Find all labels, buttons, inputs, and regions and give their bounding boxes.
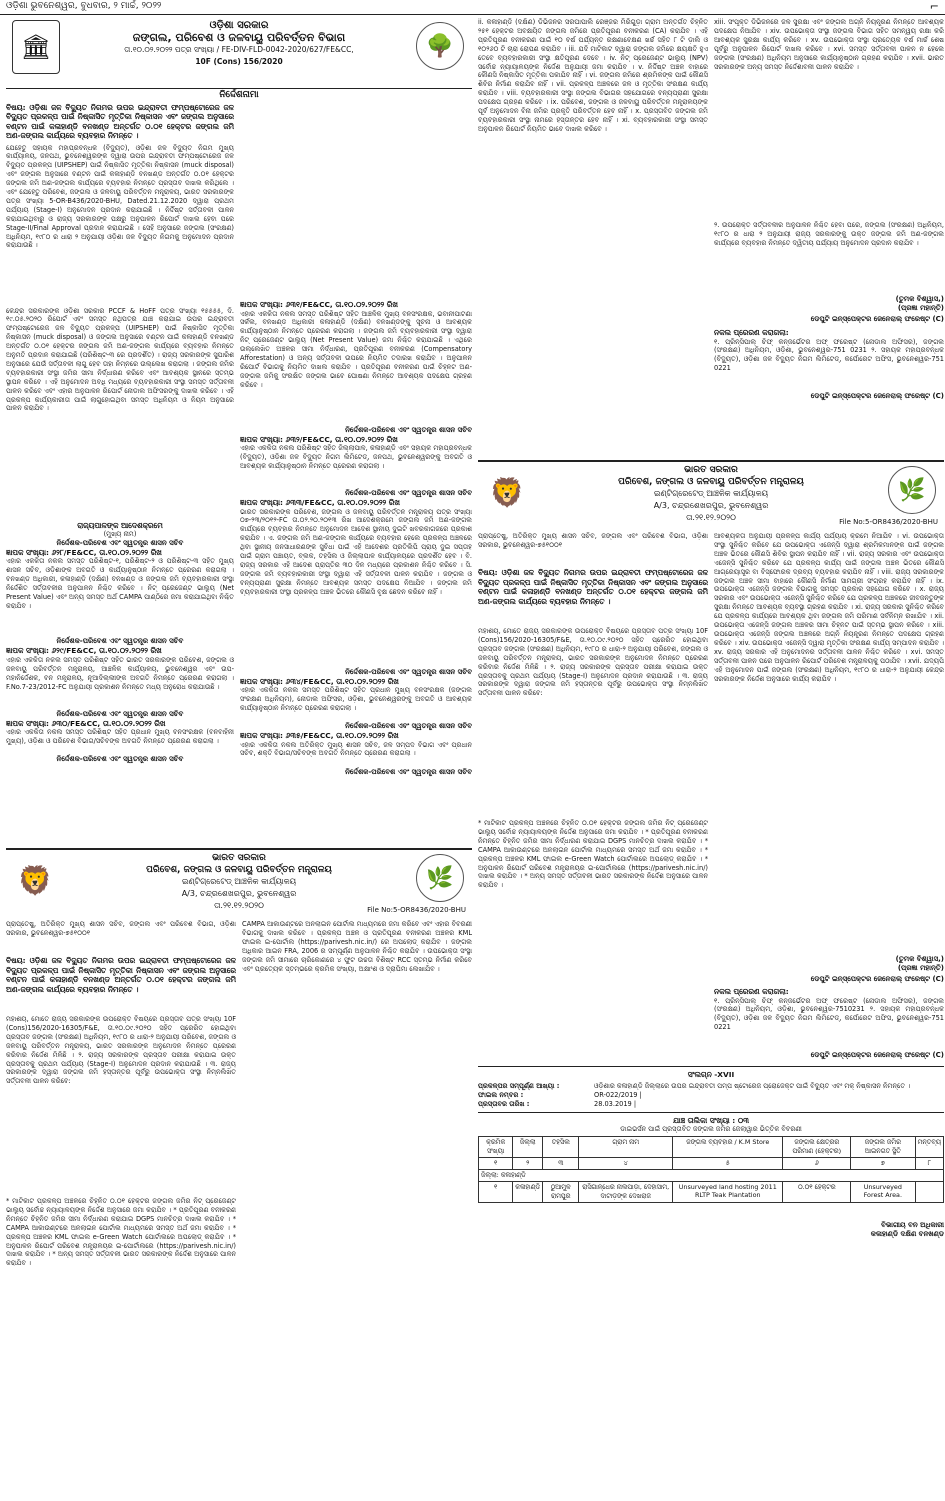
notice-body-1: ଯେହେତୁ ସହାୟକ ମହାପ୍ରବନ୍ଧକ (ବିଦ୍ୟୁତ), ଓଡ଼ିଶା ଜଳ ବିଦ୍ୟୁତ ନିଗମ ମୁଖ୍ୟ କାର୍ଯ୍ୟାଳୟ, ଜନପଥ, ଭୁବନେଶ୍ୱରଙ୍କ ଦ୍ୱାରା ଉପର ଇନ୍ଦ୍ରାବତୀ ଫମ୍ପଷ୍ଟୋରେଜ ଜଳ ବିଦ୍ୟୁତ ପ୍ରକଳ୍ପ (UIPSHEP) ପାଇଁ ନିଷ୍କାସିତ ମୃତ୍ତିକା ନିଷ୍କାସନ (muck disposal) ଏବଂ ଜଙ୍ଗଲ ଅନୁସାରେ ବଣ୍ଟନ ପାଇଁ କଳାହାଣ୍ଡି ବନଖଣ୍ଡ ଅନ୍ତର୍ଗତ ୦.୦୧ ହେକ୍ଟର ଜଙ୍ଗଲ ଜମି ଅଣ-ଜଙ୍ଗଲ କାର୍ଯ୍ୟରେ ବ୍ୟବହାର ନିମନ୍ତେ ପ୍ରସ୍ତାବ ଦାଖଲ କରିଥିଲେ । ଏବଂ ଯେହେତୁ ପରିବେଶ, ଜଙ୍ଗଲ ଓ ଜଳବାୟୁ ପରିବର୍ତ୍ତନ ମନ୍ତ୍ରାଳୟ, ଭାରତ ସରକାରଙ୍କ ପତ୍ର ସଂଖ୍ୟା 5-OR-B436/2020-BHU, Dated.21.12.2020 ଦ୍ୱାରା ପ୍ରଥମ ପର୍ଯ୍ୟାୟ (Stage-I) ଅନୁମୋଦନ ପ୍ରଦାନ କରାଯାଇଛି । ନିର୍ଦ୍ଦିଷ୍ଟ ସର୍ତ୍ତାବଳୀ ପାଳନ କରାଯାଇଥିବାରୁ ଓ ରାଜ୍ୟ ସରକାରଙ୍କ ପକ୍ଷରୁ ଅନୁପାଳନ ରିପୋର୍ଟ ଦାଖଲ ହେବା ପରେ Stage-II/Final Approval ପ୍ରଦାନ କରାଯାଇଛି । ସେହି ଅନୁସାରେ ଜଙ୍ଗଲ (ସଂରକ୍ଷଣ) ଅଧିନିୟମ, ୧୯୮୦ ର ଧାରା ୨ ଅନୁଯାୟୀ ଓଡ଼ିଶା ଜଳ ବିଦ୍ୟୁତ ନିଗମକୁ ଅନୁମୋଦନ ପ୍ରଦାନ କରାଯାଉଛି ।	[6, 143, 234, 250]
copy-to-heading: ନକଲ ପ୍ରେରଣ କରାଗଲା:	[714, 987, 789, 996]
ministry-name: ପରିବେଶ, ଜଙ୍ଗଲ ଓ ଜଳବାୟୁ ପରିବର୍ତ୍ତନ ମନ୍ତ୍ରାଳୟ	[146, 865, 332, 875]
ashoka-emblem-icon: 🦁	[17, 863, 53, 897]
page-header	[0, 0, 945, 15]
project-title-label: ପ୍ରକଳ୍ପର ସମ୍ପୂର୍ଣ୍ଣ ଆଖ୍ୟା :	[478, 1082, 560, 1090]
letter-date: ତା.୨୧.୧୨.୨୦୨୦	[214, 901, 264, 910]
dfo-signature-line2: କଳାହାଣ୍ଡି ଦକ୍ଷିଣ ବନଖଣ୍ଡ	[870, 1230, 944, 1239]
forest-dept-seal-icon: 🌳	[416, 22, 464, 70]
stage-two-para: ୨. ଉପରୋକ୍ତ ସର୍ତ୍ତାବଳୀର ଅନୁପାଳନ ନିଶ୍ଚିତ ହେବା ପରେ, ଜଙ୍ଗଲ (ସଂରକ୍ଷଣ) ଅଧିନିୟମ, ୧୯୮୦ ର ଧାରା ୨ ଅନୁଯାୟୀ ରାଜ୍ୟ ସରକାରଙ୍କୁ ଉକ୍ତ ଜଙ୍ଗଲ ଜମି ଅଣ-ଜଙ୍ଗଲ କାର୍ଯ୍ୟରେ ବ୍ୟବହାର ନିମନ୍ତେ ଦ୍ୱିତୀୟ ପର୍ଯ୍ୟାୟ ଅନୁମୋଦନ ପ୍ରଦାନ କରାଯିବ ।	[714, 221, 944, 247]
memo-3-body: ଏହାର ଏକକିତା ନକଲ ସମସ୍ତ ପରିଶିଷ୍ଟ ସହିତ ପ୍ରଧାନ ମୁଖ୍ୟ ବନସଂରକ୍ଷକ (ବନବାହିନୀ ମୁଖ୍ୟ), ଓଡ଼ିଶା ଓ ପରିବେଶ ବିଭାଗ/ସଚିବଙ୍କ ଅବଗତି ନିମନ୍ତେ ପ୍ରେରଣ କରାଗଲା ।	[6, 728, 234, 746]
table-header-row	[479, 1137, 944, 1158]
recipient-address: ପ୍ରାପ୍ତେଷୁ, ଅତିରିକ୍ତ ମୁଖ୍ୟ ଶାସନ ସଚିବ, ଜଙ୍ଗଲ ଏବଂ ପରିବେଶ ବିଭାଗ, ଓଡ଼ିଶା ସରକାର, ଭୁବନେଶ୍ୱର-୭୫୧୦୦୧	[6, 920, 236, 937]
table-cell: ୧	[479, 1182, 513, 1203]
moefcc-seal-icon: 🌿	[888, 466, 936, 514]
memo-2-number: ଜ୍ଞାପକ ସଂଖ୍ୟା: ୬୨୯/FE&CC, ତା.୧୦.୦୨.୨୦୨୨ ରିଖ	[6, 646, 162, 656]
checklist-title: ଯାଞ୍ଚ ତାଲିକା ସଂଖ୍ୟା : ୦୩	[672, 1115, 749, 1125]
goi-line: ଭାରତ ସରକାର	[684, 465, 738, 475]
odisha-emblem-icon: 🏛	[12, 20, 60, 74]
table-header-cell: ଗ୍ରାମ ନାମ	[579, 1137, 673, 1158]
goi-line: ଭାରତ ସରକାର	[212, 853, 266, 863]
memo-8-body: ଏହାର ଏକକିତା ନକଲ ଅତିରିକ୍ତ ମୁଖ୍ୟ ଶାସନ ସଚିବ, ଜଳ ସମ୍ପଦ ବିଭାଗ ଏବଂ ପ୍ରଧାନ ସଚିବ, ଶକ୍ତି ବିଭାଗ/ସଚିବଙ୍କ ଅବଗତି ନିମନ୍ତେ ପ୍ରେରଣ କରାଗଲା ।	[240, 740, 472, 758]
table-cell: Unsurveyed land hosting 2011 RLTP Teak Plantation	[673, 1182, 783, 1203]
copy-to-heading: ନକଲ ପ୍ରେରଣ କରାଗଲା:	[714, 328, 789, 337]
memo-7-number: ଜ୍ଞାପକ ସଂଖ୍ୟା: ୬୩୪/FE&CC, ତା.୧୦.୦୨.୨୦୨୨ ରିଖ	[240, 676, 399, 686]
office-address: A/3, ଚନ୍ଦ୍ରଶେଖରପୁର, ଭୁବନେଶ୍ୱର	[181, 889, 297, 898]
memo-1-body: ଏହାର ଏକକିତା ନକଲ ସମସ୍ତ ପରିଶିଷ୍ଟ-୧, ପରିଶିଷ୍ଟ-୨ ଓ ପରିଶିଷ୍ଟ-୩ ସହିତ ମୁଖ୍ୟ ଶାସନ ସଚିବ, ଓଡ଼ିଶାଙ୍କ ଅବଗତି ଓ କାର୍ଯ୍ୟାନୁଷ୍ଠାନ ନିମନ୍ତେ ପ୍ରେରଣ କରାଗଲା । ବନଖଣ୍ଡ ଅଧିକାରୀ, କଳାହାଣ୍ଡି (ଦକ୍ଷିଣ) ବନଖଣ୍ଡ ଓ ଜଙ୍ଗଲ ଜମି ବ୍ୟବହାରକାରୀ ସଂସ୍ଥା ନିର୍ଦ୍ଦେଶିତ ସର୍ତ୍ତାବଳୀର ଅନୁପାଳନ ନିଶ୍ଚିତ କରିବେ । ନିଟ୍ ପ୍ରେଜେଣ୍ଟ ଭାଲ୍ୟୁ (Net Present Value) ଏବଂ ଅନ୍ୟ ସମସ୍ତ ଅର୍ଥ CAMPA ପାଣ୍ଠିରେ ଜମା କରାଯାଇଥିବା ନିଶ୍ଚିତ କରାଯିବ ।	[6, 557, 234, 610]
signer-greeting: (ତୁମକ ବିଶ୍ୱାସ,)	[895, 955, 944, 963]
memo-6-body: ଭାରତ ସରକାରଙ୍କ ପରିବେଶ, ଜଙ୍ଗଲ ଓ ଜଳବାୟୁ ପରିବର୍ତ୍ତନ ମନ୍ତ୍ରାଳୟ ପତ୍ର ସଂଖ୍ୟା ୦୭-୨୩/୨୦୧୨-FC ତା.୦୨.୨୦.୨୦୧୩ ରିଖ ଆଦେଶକ୍ରମେ ଜଙ୍ଗଲ ଜମି ଅଣ-ଜଙ୍ଗଲ କାର୍ଯ୍ୟରେ ବ୍ୟବହାର ନିମନ୍ତେ ଅନୁମୋଦନ ଆଦେଶ ସ୍ଥାନୀୟ ଦୁଇଟି ଖବରକାଗଜରେ ପ୍ରକାଶ କରାଯିବ । ଏ. ଜଙ୍ଗଲ ଜମି ଅଣ-ଜଙ୍ଗଲ କାର୍ଯ୍ୟରେ ବ୍ୟବହାର ହେଲେ ପ୍ରକଳ୍ପ ଅଞ୍ଚଳରେ ଥିବା ସ୍ଥାନୀୟ ଜନସାଧାରଣଙ୍କ ସୁବିଧା ପାଇଁ ଏହି ଆଦେଶର ପ୍ରତିଲିପି ପ୍ରାୟ ଦୁଇ ସପ୍ତାହ ପାଇଁ ଗ୍ରାମ ପଞ୍ଚାୟତ, ବ୍ଲକ, ତହସିଲ ଓ ଜିଲ୍ଲାପାଳ କାର୍ଯ୍ୟାଳୟରେ ପ୍ରଦର୍ଶିତ ହେବ । ବି. ରାଜ୍ୟ ସରକାର ଏହି ଆଦେଶ ପ୍ରାପ୍ତିର ୩୦ ଦିନ ମଧ୍ୟରେ ପ୍ରକାଶନ ନିଶ୍ଚିତ କରିବେ । ସି. ଜଙ୍ଗଲ ଜମି ବ୍ୟବହାରକାରୀ ସଂସ୍ଥା ଦ୍ୱାରା ଏହି ସର୍ତ୍ତାବଳୀ ପାଳନ କରାଯିବ । ଜଙ୍ଗଲ ଓ ବନ୍ୟପ୍ରାଣୀ ସୁରକ୍ଷା ନିମନ୍ତେ ଆବଶ୍ୟକ ସମସ୍ତ ପଦକ୍ଷେପ ନିଆଯିବ । ଜଙ୍ଗଲ ଜମି ବ୍ୟବହାରକାରୀ ସଂସ୍ଥା ପ୍ରକଳ୍ପ ଅଞ୍ଚଳ ଭିତରେ କୌଣସି ବୃକ୍ଷ ଛେଦନ କରିବେ ନାହିଁ ।	[240, 507, 472, 596]
table-cell: ରାସିଗାନ୍ଧେର ନାଲପାଡ଼ା, ଦେହାସାମ, ଦାଟାଡ଼ଙ୍କ ଦେଖରାଜ	[579, 1182, 673, 1203]
memo-2-body: ଏହାର ଏକକିତା ନକଲ ସମସ୍ତ ପରିଶିଷ୍ଟ ସହିତ ଭାରତ ସରକାରଙ୍କ ପରିବେଶ, ଜଙ୍ଗଲ ଓ ଜଳବାୟୁ ପରିବର୍ତ୍ତନ ମନ୍ତ୍ରାଳୟ, ଆଞ୍ଚଳିକ କାର୍ଯ୍ୟାଳୟ, ଭୁବନେଶ୍ୱର ଏବଂ ଉପ-ମହାନିର୍ଦ୍ଦେଶକ, ବନ ମନ୍ତ୍ରାଳୟ, ନୂଆଦିଲ୍ଲୀଙ୍କ ଅବଗତି ନିମନ୍ତେ ପ୍ରେରଣ କରାଗଲା । F.No.7-23/2012-FC ଅନୁଯାୟୀ ପ୍ରକାଶନ ନିମନ୍ତେ ମଧ୍ୟ ଅନୁରୋଧ କରାଯାଉଛି ।	[6, 655, 234, 691]
notice-body-2: କେନ୍ଦ୍ର ସରକାରଙ୍କ ଓଡ଼ିଶା ସରକାର PCCF & HoFF ପତ୍ର ସଂଖ୍ୟା ୧୫୫୫୫, ଦି. ୧୯.୦୫.୨୦୨୦ ରିପୋର୍ଟ ଏବଂ ସମସ୍ତ ନଥିପତ୍ର ଯାଞ୍ଚ କରାଯାଇ ଉପର ଇନ୍ଦ୍ରାବତୀ ଫମ୍ପଷ୍ଟୋରେଜ ଜଳ ବିଦ୍ୟୁତ ପ୍ରକଳ୍ପ (UIPSHEP) ପାଇଁ ନିଷ୍କାସିତ ମୃତ୍ତିକା ନିଷ୍କାସନ (muck disposal) ଓ ଜଙ୍ଗଲ ଅନୁସାରେ ବଣ୍ଟନ ପାଇଁ କଳାହାଣ୍ଡି ବନଖଣ୍ଡ ଅନ୍ତର୍ଗତ ୦.୦୧ ହେକ୍ଟର ଜଙ୍ଗଲ ଜମି ଅଣ-ଜଙ୍ଗଲ କାର୍ଯ୍ୟରେ ବ୍ୟବହାର ନିମନ୍ତେ ଅନୁମତି ପ୍ରଦାନ କରାଯାଇଛି (ପରିଶିଷ୍ଟ-୩ ରେ ପ୍ରଦର୍ଶିତ) । ରାଜ୍ୟ ସରକାରଙ୍କ ସୁପାରିଶ ଅନୁସାରେ ଯେଉଁ ସର୍ତ୍ତାବଳୀ ଲାଗୁ ହେବ ତାହା ନିମ୍ନରେ ଉଲ୍ଲେଖ କରାଗଲା । ଜଙ୍ଗଲ ଜମିର ବ୍ୟବହାରକାରୀ ସଂସ୍ଥା ଜମିର ସୀମା ନିର୍ଦ୍ଧାରଣ କରିବେ ଏବଂ ଆବଶ୍ୟକ ସ୍ଥାନରେ ସ୍ତମ୍ଭ ସ୍ଥାପନ କରିବେ । ଏହି ଅନୁମୋଦନ ଅବଧି ମଧ୍ୟରେ ବ୍ୟବହାରକାରୀ ସଂସ୍ଥା ସମସ୍ତ ସର୍ତ୍ତାବଳୀ ପାଳନ କରିବେ ଏବଂ ଏହାର ଅନୁପାଳନ ରିପୋର୍ଟ ନୋଡାଲ ଅଫିସରଙ୍କୁ ଦାଖଲ କରିବେ । ଏହି ପ୍ରକଳ୍ପ କାର୍ଯ୍ୟକାରୀତା ପାଇଁ ଲାଗୁହୋଇଥିବା ସମସ୍ତ ଅଧିନିୟମ ଓ ନିୟମ ଅନୁସାରେ ପାଳନ କରାଯିବ ।	[6, 306, 234, 413]
state-gov-line: ଓଡ଼ିଶା ସରକାର	[209, 20, 269, 31]
signatory-2: ନିର୍ଦ୍ଦେଶକ-ପରିବେଶ ଏବଂ ସ୍ୱତନ୍ତ୍ର ଶାସନ ସଚିବ	[56, 637, 184, 646]
table-section-row	[479, 1170, 944, 1182]
file-value: OR-022/2019 |	[594, 1090, 642, 1099]
moefcc-seal-icon: 🌿	[416, 854, 464, 902]
signatory-7: ନିର୍ଦ୍ଦେଶକ-ପରିବେଶ ଏବଂ ସ୍ୱତନ୍ତ୍ର ଶାସନ ସଚିବ	[345, 667, 472, 676]
memos-block	[240, 300, 472, 840]
file-line: 10F (Cons) 156/2020	[195, 57, 283, 66]
governor-order-name: (ମୁଖ୍ୟ ନାମ)	[103, 530, 137, 538]
signer-name: (ପ୍ରଜ୍ଞା ମହାନ୍ତି)	[897, 964, 944, 972]
page-header-corner: ⌐	[929, 0, 939, 13]
goi-right-body: ଆବଶ୍ୟକତା ଅନୁଯାୟୀ ପ୍ରକଳ୍ପ କାର୍ଯ୍ୟ ପର୍ଯ୍ୟାୟ କ୍ରମେ ନିଆଯିବ । vi. ଉପଭୋକ୍ତା ସଂସ୍ଥା ସୁନିଶ୍ଚିତ କରିବେ ଯେ ଉପଭୋକ୍ତା ଏଜେନ୍ସି ଦ୍ୱାରା ଶ୍ରମିକମାନଙ୍କ ପାଇଁ ଜଙ୍ଗଲ ଅଞ୍ଚଳ ଭିତରେ କୌଣସି ଶିବିର ସ୍ଥାପନ କରାଯିବ ନାହିଁ । vii. ରାଜ୍ୟ ସରକାର ଏବଂ ଉପଭୋକ୍ତା ଏଜେନ୍ସି ସୁନିଶ୍ଚିତ କରିବେ ଯେ ପ୍ରକଳ୍ପ କାର୍ଯ୍ୟ ପାଇଁ ଜଙ୍ଗଲ ଅଞ୍ଚଳ ଭିତରେ କୌଣସି ଆଗ୍ରେୟାସ୍ତ୍ର ବା ବିସ୍ଫୋରକ ଦ୍ରବ୍ୟ ବ୍ୟବହାର କରାଯିବ ନାହିଁ । viii. ରାଜ୍ୟ ସରକାରଙ୍କ ଜଙ୍ଗଲ ଅଞ୍ଚଳ ସୀମା ବାହାରେ କୌଣସି ନିର୍ମାଣ ସାମଗ୍ରୀ ସଂଗ୍ରହ କରାଯିବ ନାହିଁ । ix. ଉପଭୋକ୍ତା ଏଜେନ୍ସି ଜଙ୍ଗଲ ବିଭାଗକୁ ସମସ୍ତ ପ୍ରକାର ସହଯୋଗ କରିବେ । x. ରାଜ୍ୟ ସରକାର ଏବଂ ଉପଭୋକ୍ତା ଏଜେନ୍ସି ସୁନିଶ୍ଚିତ କରିବେ ଯେ ପ୍ରକଳ୍ପ ଅଞ୍ଚଳରେ ଜୀବଜନ୍ତୁଙ୍କ ସୁରକ୍ଷା ନିମନ୍ତେ ଆବଶ୍ୟକ ବ୍ୟବସ୍ଥା ଗ୍ରହଣ କରାଯିବ । xi. ରାଜ୍ୟ ସରକାର ସୁନିଶ୍ଚିତ କରିବେ ଯେ ପ୍ରକଳ୍ପ କାର୍ଯ୍ୟରେ ଆବଶ୍ୟକ ଥିବା ଜଙ୍ଗଲ ଜମି ପରିମାଣ ସର୍ବନିମ୍ନ ରଖାଯିବ । xii. ଉପଭୋକ୍ତା ଏଜେନ୍ସି ଜଙ୍ଗଲ ଅଞ୍ଚଳର ସୀମା ଚିହ୍ନଟ ପାଇଁ ସ୍ତମ୍ଭ ସ୍ଥାପନ କରିବେ । xiii. ଉପଭୋକ୍ତା ଏଜେନ୍ସି ଜଙ୍ଗଲ ଅଞ୍ଚଳରେ ଅଗ୍ନି ନିୟନ୍ତ୍ରଣ ନିମନ୍ତେ ପଦକ୍ଷେପ ଗ୍ରହଣ କରିବେ । xiv. ଉପଭୋକ୍ତା ଏଜେନ୍ସି ଦ୍ୱାରା ମୃତ୍ତିକା ସଂରକ୍ଷଣ କାର୍ଯ୍ୟ ସମ୍ପାଦନ କରାଯିବ । xv. ରାଜ୍ୟ ସରକାର ଏହି ଅନୁମୋଦନର ସର୍ତ୍ତାବଳୀ ପାଳନ ନିଶ୍ଚିତ କରିବେ । xvi. ସମସ୍ତ ସର୍ତ୍ତାବଳୀ ପାଳନ ପରେ ଅନୁପାଳନ ରିପୋର୍ଟ ପରିବେଶ ମନ୍ତ୍ରାଳୟକୁ ପଠାଯିବ । xvii. ଯଦ୍ୟପି ଏହି ଅନୁମୋଦନ ପାଇଁ ଜଙ୍ଗଲ (ସଂରକ୍ଷଣ) ଅଧିନିୟମ, ୧୯୮୦ ର ଧାରା-୨ ଅନୁଯାୟୀ କେନ୍ଦ୍ର ସରକାରଙ୍କ ନିର୍ଦ୍ଦେଶ ଅନୁସାରେ କାର୍ଯ୍ୟ କରାଯିବ ।	[714, 532, 944, 683]
file-number-row	[478, 1091, 944, 1100]
table-header-cell: ଜିଲ୍ଲା	[513, 1137, 543, 1158]
table-cell: ୦.୦୧ ହେକ୍ଟର	[783, 1182, 851, 1203]
memo-6-number: ଜ୍ଞାପକ ସଂଖ୍ୟା: ୬୩୩/FE&CC, ତା.୧୦.୦୨.୨୦୨୨ ରିଖ	[240, 498, 400, 507]
goi-subject: ବିଷୟ: ଓଡ଼ିଶା ଜଳ ବିଦ୍ୟୁତ ନିଗମର ଉପର ଇନ୍ଦ୍ରାବତୀ ଫମ୍ପଷ୍ଟୋରେଜ ଜଳ ବିଦ୍ୟୁତ ପ୍ରକଳ୍ପ ପାଇଁ ନିଷ୍କାସିତ ମୃତ୍ତିକା ନିଷ୍କାସନ ଏବଂ ଜଙ୍ଗଲ ଅନୁସାରେ ବଣ୍ଟନ ପାଇଁ କଳାହାଣ୍ଡି ବନଖଣ୍ଡ ଅନ୍ତର୍ଗତ ୦.୦୧ ହେକ୍ଟର ଜଙ୍ଗଲ ଜମି ଅଣ-ଜଙ୍ଗଲ କାର୍ଯ୍ୟରେ ବ୍ୟବହାର ନିମନ୍ତେ ।	[478, 568, 708, 606]
memo-5-number: ଜ୍ଞାପକ ସଂଖ୍ୟା: ୬୩୨/FE&CC, ତା.୧୦.୦୨.୨୦୨୨ ରିଖ	[240, 434, 398, 444]
table-cell: ୫	[673, 1158, 783, 1170]
table-cell: ୨	[513, 1158, 543, 1170]
table-cell: ଠୁଆମୁଳ ରାମପୁର	[543, 1182, 579, 1203]
table-cell: ୩	[543, 1158, 579, 1170]
table-cell: କଳାହାଣ୍ଡି	[513, 1182, 543, 1203]
office-name: ଇଣ୍ଟିଗ୍ରେଟେଡ୍ ଆଞ୍ଚଳିକ କାର୍ଯ୍ୟାଳୟ	[181, 877, 297, 886]
date-value: 28.03.2019 |	[594, 1099, 637, 1108]
memo-4-number: ଜ୍ଞାପକ ସଂଖ୍ୟା: ୬୩୧/FE&CC, ତା.୧୦.୦୨.୨୦୨୨ ରିଖ	[240, 300, 398, 309]
table-header-cell: ଜଙ୍ଗଲ ବ୍ୟବହାର / K.M Store	[673, 1137, 783, 1158]
memo-8-number: ଜ୍ଞାପକ ସଂଖ୍ୟା: ୬୩୫/FE&CC, ତା.୧୦.୦୨.୨୦୨୨ ରିଖ	[240, 731, 399, 740]
signatory-9: ନିର୍ଦ୍ଦେଶକ-ପରିବେଶ ଏବଂ ସ୍ୱତନ୍ତ୍ର ଶାସନ ସଚିବ	[345, 767, 472, 776]
state-notice-header	[6, 18, 472, 88]
table-header-cell: ମନ୍ତବ୍ୟ	[915, 1137, 943, 1158]
file-label: ଫାଇଲ ନମ୍ବର :	[478, 1090, 524, 1099]
recipient-address: ପ୍ରାପ୍ତେଷୁ, ଅତିରିକ୍ତ ମୁଖ୍ୟ ଶାସନ ସଚିବ, ଜଙ୍ଗଲ ଏବଂ ପରିବେଶ ବିଭାଗ, ଓଡ଼ିଶା ସରକାର, ଭୁବନେଶ୍ୱର-୭୫୧୦୦୧	[478, 532, 708, 549]
table-header-cell: ତହସିଲ	[543, 1137, 579, 1158]
file-number: File No:5-OR8436/2020-BHU	[839, 518, 938, 526]
signer-post: ଡେପୁଟି ଇନ୍‌ସ୍ପେକ୍ଟର ଜେନେରାଲ୍ ଫରେଷ୍ଟ (C)	[810, 975, 944, 983]
signer-name: (ପ୍ରଜ୍ଞା ମହାନ୍ତି)	[897, 304, 944, 312]
conditions-list-right: xiii. ସଂପୃକ୍ତ ଡିଭିଜନରେ ଜଳ ସୁରକ୍ଷା ଏବଂ ଜଙ୍ଗଲ ଅଗ୍ନି ନିୟନ୍ତ୍ରଣ ନିମନ୍ତେ ଆବଶ୍ୟକ ପଦକ୍ଷେପ ନିଆଯିବ । xiv. ଉପଭୋକ୍ତା ସଂସ୍ଥା ଜଙ୍ଗଲ ବିଭାଗ ସହିତ ସମନ୍ୱୟ ରକ୍ଷା କରି ଆବଶ୍ୟକ ସୁରକ୍ଷା କାର୍ଯ୍ୟ କରିବେ । xv. ଉପଭୋକ୍ତା ସଂସ୍ଥା ପ୍ରତ୍ୟେକ ବର୍ଷ ମାର୍ଚ୍ଚ ଶେଷ ପୂର୍ବରୁ ଅନୁପାଳନ ରିପୋର୍ଟ ଦାଖଲ କରିବେ । xvi. ସମସ୍ତ ସର୍ତ୍ତାବଳୀ ପାଳନ ନ ହେଲେ ଜଙ୍ଗଲ (ସଂରକ୍ଷଣ) ଅଧିନିୟମ ଅନୁସାରେ କାର୍ଯ୍ୟାନୁଷ୍ଠାନ ଗ୍ରହଣ କରାଯିବ । xvii. ଭାରତ ସରକାରଙ୍କ ଅନ୍ୟ ସମସ୍ତ ନିର୍ଦ୍ଦେଶାବଳୀ ପାଳନ କରାଯିବ ।	[714, 18, 944, 71]
goi-letter-right	[478, 460, 944, 1500]
signatory-6: ନିର୍ଦ୍ଦେଶକ-ପରିବେଶ ଏବଂ ସ୍ୱତନ୍ତ୍ର ଶାସନ ସଚିବ	[345, 489, 472, 497]
goi-conditions: * ମାଟିକାଟ ପ୍ରକଳ୍ପ ଅଞ୍ଚଳରେ ଚିହ୍ନିତ ୦.୦୧ ହେକ୍ଟର ଜଙ୍ଗଲ ଜମିର ନିଟ୍ ପ୍ରେଜେଣ୍ଟ ଭାଲ୍ୟୁ ସର୍ବୋଚ୍ଚ ନ୍ୟାୟାଳୟଙ୍କ ନିର୍ଦ୍ଦେଶ ଅନୁସାରେ ଜମା କରାଯିବ । * ପ୍ରତିପୂରଣ ବନୀକରଣ ନିମନ୍ତେ ଚିହ୍ନିତ ଜମିର ସୀମା ନିର୍ଦ୍ଧାରଣ କରାଯାଇ DGPS ମାନଚିତ୍ର ଦାଖଲ କରାଯିବ । * CAMPA ଆକାଉଣ୍ଟରେ ଅନଲାଇନ ପୋର୍ଟାଲ ମାଧ୍ୟମରେ ସମସ୍ତ ଅର୍ଥ ଜମା କରାଯିବ । * ପ୍ରକଳ୍ପ ଅଞ୍ଚଳର KML ଫାଇଲ e-Green Watch ପୋର୍ଟାଲରେ ଅପଲୋଡ୍ କରାଯିବ । * ଅନୁପାଳନ ରିପୋର୍ଟ ପରିବେଶ ମନ୍ତ୍ରାଳୟର ଇ-ପୋର୍ଟାଲରେ (https://parivesh.nic.in/) ଦାଖଲ କରାଯିବ । * ଅନ୍ୟ ସମସ୍ତ ସର୍ତ୍ତାବଳୀ ଭାରତ ସରକାରଙ୍କ ନିର୍ଦ୍ଦେଶ ଅନୁସାରେ ପାଳନ କରାଯିବ ।	[478, 819, 708, 890]
notice-subject: ବିଷୟ: ଓଡ଼ିଶା ଜଳ ବିଦ୍ୟୁତ ନିଗମର ଉପର ଇନ୍ଦ୍ରାବତୀ ଫମ୍ପଷ୍ଟୋରେଜ ଜଳ ବିଦ୍ୟୁତ ପ୍ରକଳ୍ପ ପାଇଁ ନିଷ୍କାସିତ ମୃତ୍ତିକା ନିଷ୍କାସନ ଏବଂ ଜଙ୍ଗଲ ଅନୁସାରେ ବଣ୍ଟନ ପାଇଁ କଳାହାଣ୍ଡି ବନଖଣ୍ଡ ଅନ୍ତର୍ଗତ ୦.୦୧ ହେକ୍ଟର ଜଙ୍ଗଲ ଜମି ଅଣ-ଜଙ୍ଗଲ କାର୍ଯ୍ୟରେ ବ୍ୟବହାର ନିମନ୍ତେ ।	[6, 102, 234, 140]
project-title-value: ଓଡ଼ିଶାର କଳାହାଣ୍ଡି ଜିଲ୍ଲାରେ ଉପର ଇନ୍ଦ୍ରାବତୀ ପମ୍ପ ଷ୍ଟୋରେଜ ପ୍ରୋଜେକ୍ଟ ପାଇଁ ବିଦ୍ୟୁତ ଏବଂ ମକ୍ ନିଷ୍କାସନ ନିମନ୍ତେ ।	[594, 1082, 911, 1090]
checklist-subtitle: ଡାଇଭର୍ସନ ପାଇଁ ପ୍ରସ୍ତାବିତ ଜଙ୍ଗଲ ଜମିର ଜେଲାୱାର ଭିତ୍ତିକ ବିବରଣୀ	[620, 1125, 802, 1134]
memo-3-number: ଜ୍ଞାପକ ସଂଖ୍ୟା: ୬୩୦/FE&CC, ତା.୧୦.୦୨.୨୦୨୨ ରିଖ	[6, 718, 166, 728]
table-cell: Unsurveyed Forest Area.	[851, 1182, 916, 1203]
signatory-1: ନିର୍ଦ୍ଦେଶକ-ପରିବେଶ ଏବଂ ସ୍ୱତନ୍ତ୍ର ଶାସନ ସଚିବ	[56, 538, 184, 547]
table-header-cell: ଜଙ୍ଗଲ ଜମିର ଆଇନଗତ ସ୍ଥିତି	[851, 1137, 916, 1158]
signer-greeting: (ତୁମକ ବିଶ୍ୱାସ,)	[895, 295, 944, 303]
table-cell	[915, 1182, 943, 1203]
annexure-title: ସଂଲଗ୍ନ -XVII	[687, 1069, 735, 1079]
project-title-row	[478, 1082, 944, 1091]
ashoka-emblem-icon: 🦁	[489, 475, 525, 509]
signatory-5: ନିର୍ଦ୍ଦେଶକ-ପରିବେଶ ଏବଂ ସ୍ୱତନ୍ତ୍ର ଶାସନ ସଚିବ	[345, 425, 472, 434]
table-number-row	[479, 1158, 944, 1170]
table-cell: ୭	[851, 1158, 916, 1170]
goi-subject: ବିଷୟ: ଓଡ଼ିଶା ଜଳ ବିଦ୍ୟୁତ ନିଗମର ଉପର ଇନ୍ଦ୍ରାବତୀ ଫମ୍ପଷ୍ଟୋରେଜ ଜଳ ବିଦ୍ୟୁତ ପ୍ରକଳ୍ପ ପାଇଁ ନିଷ୍କାସିତ ମୃତ୍ତିକା ନିଷ୍କାସନ ଏବଂ ଜଙ୍ଗଲ ଅନୁସାରେ ବଣ୍ଟନ ପାଇଁ କଳାହାଣ୍ଡି ବନଖଣ୍ଡ ଅନ୍ତର୍ଗତ ୦.୦୧ ହେକ୍ଟର ଜଙ୍ଗଲ ଜମି ଅଣ-ଜଙ୍ଗଲ କାର୍ଯ୍ୟରେ ବ୍ୟବହାର ନିମନ୍ତେ ।	[6, 956, 236, 994]
office-name: ଇଣ୍ଟିଗ୍ରେଟେଡ୍ ଆଞ୍ଚଳିକ କାର୍ଯ୍ୟାଳୟ	[653, 489, 769, 498]
table-row	[479, 1182, 944, 1203]
page-header-dateline: ଓଡ଼ିଶା ଭୁବନେଶ୍ୱର, ବୁଧବାର, ୨ ମାର୍ଚ୍ଚ, ୨୦୨୨	[6, 1, 162, 11]
copy-signer: ଡେପୁଟି ଇନ୍‌ସ୍ପେକ୍ଟର ଜେନେରାଲ୍ ଫରେଷ୍ଟ (C)	[810, 391, 944, 400]
goi-conditions: * ମାଟିକାଟ ପ୍ରକଳ୍ପ ଅଞ୍ଚଳରେ ଚିହ୍ନିତ ୦.୦୧ ହେକ୍ଟର ଜଙ୍ଗଲ ଜମିର ନିଟ୍ ପ୍ରେଜେଣ୍ଟ ଭାଲ୍ୟୁ ସର୍ବୋଚ୍ଚ ନ୍ୟାୟାଳୟଙ୍କ ନିର୍ଦ୍ଦେଶ ଅନୁସାରେ ଜମା କରାଯିବ । * ପ୍ରତିପୂରଣ ବନୀକରଣ ନିମନ୍ତେ ଚିହ୍ନିତ ଜମିର ସୀମା ନିର୍ଦ୍ଧାରଣ କରାଯାଇ DGPS ମାନଚିତ୍ର ଦାଖଲ କରାଯିବ । * CAMPA ଆକାଉଣ୍ଟରେ ଅନଲାଇନ ପୋର୍ଟାଲ ମାଧ୍ୟମରେ ସମସ୍ତ ଅର୍ଥ ଜମା କରାଯିବ । * ପ୍ରକଳ୍ପ ଅଞ୍ଚଳର KML ଫାଇଲ e-Green Watch ପୋର୍ଟାଲରେ ଅପଲୋଡ୍ କରାଯିବ । * ଅନୁପାଳନ ରିପୋର୍ଟ ପରିବେଶ ମନ୍ତ୍ରାଳୟର ଇ-ପୋର୍ଟାଲରେ (https://parivesh.nic.in/) ଦାଖଲ କରାଯିବ । * ଅନ୍ୟ ସମସ୍ତ ସର୍ତ୍ତାବଳୀ ଭାରତ ସରକାରଙ୍କ ନିର୍ଦ୍ଦେଶ ଅନୁସାରେ ପାଳନ କରାଯିବ ।	[6, 1197, 236, 1268]
table-cell: ୪	[579, 1158, 673, 1170]
copy-signer: ଡେପୁଟି ଇନ୍‌ସ୍ପେକ୍ଟର ଜେନେରାଲ୍ ଫରେଷ୍ଟ (C)	[810, 1050, 944, 1059]
table-section-label: ଜିଲ୍ଲା: କଳାହାଣ୍ଡି	[479, 1170, 944, 1182]
goi-letter-header	[6, 850, 472, 916]
table-cell: ୧	[479, 1158, 513, 1170]
goi-body: ମହାଶୟ, ମୋତେ ରାଜ୍ୟ ସରକାରଙ୍କ ଉପରୋକ୍ତ ବିଷୟରେ ପ୍ରସ୍ତାବ ପତ୍ର ସଂଖ୍ୟା 10F (Cons)156/2020-16305/F&E, ତା.୧୦.୦୯.୨୦୨୦ ସହିତ ପ୍ରେରିତ ହୋଇଥିବା ପ୍ରସ୍ତାବ ଜଙ୍ଗଲ (ସଂରକ୍ଷଣ) ଅଧିନିୟମ, ୧୯୮୦ ର ଧାରା-୨ ଅନୁଯାୟୀ ପରିବେଶ, ଜଙ୍ଗଲ ଓ ଜଳବାୟୁ ପରିବର୍ତ୍ତନ ମନ୍ତ୍ରାଳୟ, ଭାରତ ସରକାରଙ୍କ ଅନୁମୋଦନ ନିମନ୍ତେ ପ୍ରେରଣ କରିବାର ନିର୍ଦ୍ଦେଶ ମିଳିଛି । ୨. ରାଜ୍ୟ ସରକାରଙ୍କ ପ୍ରସ୍ତାବ ପରୀକ୍ଷା କରାଯାଇ ଉକ୍ତ ପ୍ରସ୍ତାବକୁ ପ୍ରଥମ ପର୍ଯ୍ୟାୟ (Stage-I) ଅନୁମୋଦନ ପ୍ରଦାନ କରାଯାଉଛି । ୩. ରାଜ୍ୟ ସରକାରଙ୍କ ଦ୍ୱାରା ଜଙ୍ଗଲ ଜମି ହସ୍ତାନ୍ତର ପୂର୍ବରୁ ଉପଭୋକ୍ତା ସଂସ୍ଥା ନିମ୍ନଲିଖିତ ସର୍ତ୍ତାବଳୀ ପାଳନ କରିବେ:	[478, 627, 708, 698]
dept-name: ଜଙ୍ଗଲ, ପରିବେଶ ଓ ଜଳବାୟୁ ପରିବର୍ତ୍ତନ ବିଭାଗ	[132, 31, 346, 44]
table-header-cell: କ୍ରମିକ ସଂଖ୍ୟା	[479, 1137, 513, 1158]
table-cell: ୬	[783, 1158, 851, 1170]
memo-5-body: ଏହାର ଏକକିତା ନକଲ ପରିଶିଷ୍ଟ ସହିତ ଜିଲ୍ଲାପାଳ, କଳାହାଣ୍ଡି ଏବଂ ସହାୟକ ମହାପ୍ରବନ୍ଧକ (ବିଦ୍ୟୁତ), ଓଡ଼ିଶା ଜଳ ବିଦ୍ୟୁତ ନିଗମ ଲିମିଟେଡ୍, ଜନପଥ, ଭୁବନେଶ୍ୱରଙ୍କୁ ଅବଗତି ଓ ଆବଶ୍ୟକ କାର୍ଯ୍ୟାନୁଷ୍ଠାନ ନିମନ୍ତେ ପ୍ରେରଣ କରାଗଲା ।	[240, 444, 472, 470]
dfo-signature-line1: ବିଭାଗୀୟ ବନ ଅଧିକାରୀ	[881, 1221, 944, 1230]
memo-4-body: ଏହାର ଏକକିତା ନକଲ ସମସ୍ତ ପରିଶିଷ୍ଟ ସହିତ ଆଞ୍ଚଳିକ ମୁଖ୍ୟ ବନସଂରକ୍ଷକ, ଭବାନୀପାଟଣା ସର୍କଲ, ବନଖଣ୍ଡ ଅଧିକାରୀ କଳାହାଣ୍ଡି (ଦକ୍ଷିଣ) ବନଖଣ୍ଡଙ୍କୁ ସୂଚନା ଓ ଆବଶ୍ୟକ କାର୍ଯ୍ୟାନୁଷ୍ଠାନ ନିମନ୍ତେ ପ୍ରେରଣ କରାଗଲା । ଜଙ୍ଗଲ ଜମି ବ୍ୟବହାରକାରୀ ସଂସ୍ଥା ଦ୍ୱାରା ନିଟ୍ ପ୍ରେଜେଣ୍ଟ ଭାଲ୍ୟୁ (Net Present Value) ଜମା ନିଶ୍ଚିତ କରାଯାଇଛି । ଏଥିରେ ଉଲ୍ଲେଖିତ ଅଞ୍ଚଳର ସୀମା ନିର୍ଦ୍ଧାରଣ, ପ୍ରତିପୂରଣ ବନୀକରଣ (Compensatory Afforestation) ଓ ଅନ୍ୟ ସର୍ତ୍ତାବଳୀ ଉପରେ ନିୟମିତ ତଦାରଖ କରାଯିବ । ଅନୁପାଳନ ରିପୋର୍ଟ ବିଭାଗକୁ ନିୟମିତ ଦାଖଲ କରାଯିବ । ପ୍ରତିପୂରଣ ବନୀକରଣ ପାଇଁ ଚିହ୍ନଟ ଅଣ-ଜଙ୍ଗଲ ଜମିକୁ ସଂରକ୍ଷିତ ଜଙ୍ଗଲ ଭାବେ ଘୋଷଣା ନିମନ୍ତେ ଆବଶ୍ୟକ ପଦକ୍ଷେପ ଗ୍ରହଣ କରିବେ ।	[240, 309, 472, 389]
date-label: ପ୍ରସ୍ତାବର ତାରିଖ :	[478, 1099, 530, 1108]
governor-order-heading: ରାଜ୍ୟପାଳଙ୍କ ଆଦେଶକ୍ରମେ	[77, 520, 163, 530]
notice-goi-letter	[6, 848, 472, 1500]
signatory-8: ନିର୍ଦ୍ଦେଶକ-ପରିବେଶ ଏବଂ ସ୍ୱତନ୍ତ୍ର ଶାସନ ସଚିବ	[345, 722, 472, 730]
memo-1-number: ଜ୍ଞାପକ ସଂଖ୍ୟା: ୬୨୮/FE&CC, ତା.୧୦.୦୨.୨୦୨୨ ରିଖ	[6, 547, 162, 557]
goi-letter-right-header	[478, 462, 944, 528]
copy-to-list: ୧. ପ୍ରିନ୍ସିପାଲ୍ ଚିଫ୍ କନ୍‌ଜର୍ଭେଟର ଅଫ୍ ଫରେଷ୍ଟ (ନୋଡାଲ ଅଫିସର), ଜଙ୍ଗଲ (ସଂରକ୍ଷଣ) ଅଧିନିୟମ, ଓଡ଼ିଶା, ଭୁବନେଶ୍ୱର-751 0231 ୨. ସହାୟକ ମହାପ୍ରବନ୍ଧକ (ବିଦ୍ୟୁତ), ଓଡ଼ିଶା ଜଳ ବିଦ୍ୟୁତ ନିଗମ ଲିମିଟେଡ୍, କର୍ପୋରେଟ ଅଫିସ, ଭୁବନେଶ୍ୱର-751 0221	[714, 337, 944, 373]
signer-post: ଡେପୁଟି ଇନ୍‌ସ୍ପେକ୍ଟର ଜେନେରାଲ୍ ଫରେଷ୍ଟ (C)	[810, 315, 944, 323]
ref-line: ତା.୧୦.୦୨.୨୦୨୨ ପତ୍ର ସଂଖ୍ୟା / FE-DIV-FLD-0042-2020/627/FE&CC,	[124, 45, 354, 54]
signatory-3: ନିର୍ଦ୍ଦେଶକ-ପରିବେଶ ଏବଂ ସ୍ୱତନ୍ତ୍ର ଶାସନ ସଚିବ	[56, 709, 184, 718]
goi-conditions-continued: CAMPA ଆକାଉଣ୍ଟରେ ଅନଲାଇନ ପୋର୍ଟାଲ ମାଧ୍ୟମରେ ଜମା କରିବେ ଏବଂ ଏହାର ବିବରଣୀ ବିଭାଗକୁ ଦାଖଲ କରିବେ । ପ୍ରକଳ୍ପ ଅଞ୍ଚଳ ଓ ପ୍ରତିପୂରଣ ବନୀକରଣ ଅଞ୍ଚଳର KML ଫାଇଲ ଇ-ପୋର୍ଟାଲ (https://parivesh.nic.in/) ରେ ଅପଲୋଡ୍ କରାଯିବ । ଜଙ୍ଗଲ ଅଧିକାର ଆଇନ FRA, 2006 ର ସମ୍ପୂର୍ଣ୍ଣ ଅନୁପାଳନ ନିଶ୍ଚିତ କରାଯିବ । ଉପଭୋକ୍ତା ସଂସ୍ଥା ଜଙ୍ଗଲ ଜମି ସୀମାରେ ଚାରିକୋଣରେ ୪ ଫୁଟ ଉଚ୍ଚତା ବିଶିଷ୍ଟ RCC ସ୍ତମ୍ଭ ନିର୍ମାଣ କରିବେ ଏବଂ ପ୍ରତ୍ୟେକ ସ୍ତମ୍ଭରେ କ୍ରମିକ ସଂଖ୍ୟା, ଅକ୍ଷାଂଶ ଓ ଦ୍ରାଘିମା ଲେଖାଯିବ ।	[242, 920, 472, 973]
letter-date: ତା.୨୧.୧୨.୨୦୨୦	[686, 513, 736, 522]
table-header-cell: ଜଙ୍ଗଲ କ୍ଷେତ୍ରର ପରିମାଣ (ହେକ୍ଟର)	[783, 1137, 851, 1158]
copy-to-list: ୧. ପ୍ରିନ୍ସିପାଲ୍ ଚିଫ୍ କନ୍‌ଜର୍ଭେଟର ଅଫ୍ ଫରେଷ୍ଟ (ନୋଡାଲ ଅଫିସର), ଜଙ୍ଗଲ (ସଂରକ୍ଷଣ) ଅଧିନିୟମ, ଓଡ଼ିଶା, ଭୁବନେଶ୍ୱର-7510231 ୨. ସହାୟକ ମହାପ୍ରବନ୍ଧକ (ବିଦ୍ୟୁତ), ଓଡ଼ିଶା ଜଳ ବିଦ୍ୟୁତ ନିଗମ ଲିମିଟେଡ୍, କର୍ପୋରେଟ ଅଫିସ, ଭୁବନେଶ୍ୱର-751 0221	[714, 996, 944, 1032]
table-cell: ୮	[915, 1158, 943, 1170]
proposal-date-row	[478, 1100, 944, 1109]
conditions-list-left: ii. କଳାହାଣ୍ଡି (ଦକ୍ଷିଣ) ଡିଭିଜନର ସରଘାପାଲି ରେଞ୍ଜର ମିରିଗୁଡ଼ା ଗ୍ରାମ ଅନ୍ତର୍ଗତ ଚିହ୍ନିତ ୨୫୧ ହେକ୍ଟର ଅବକ୍ଷୟିତ ଜଙ୍ଗଲ ଜମିରେ ପ୍ରତିପୂରଣ ବନୀକରଣ (CA) କରାଯିବ । ଏହି ପ୍ରତିପୂରଣ ବନୀକରଣ ପାଇଁ ୧୦ ବର୍ଷ ପର୍ଯ୍ୟନ୍ତ ରକ୍ଷଣାବେକ୍ଷଣ ଖର୍ଚ୍ଚ ସହିତ ୮ ଟି ଡ଼ାଲି ଓ ୧୦୨୬୦ ଟି ଚାରା ରୋପଣ କରାଯିବ । iii. ଯଦି ମାଟିକାଟ ଦ୍ୱାରା ଜଙ୍ଗଲ ଜମିରେ କ୍ଷୟକ୍ଷତି ହୁଏ ତେବେ ବ୍ୟବହାରକାରୀ ସଂସ୍ଥା କ୍ଷତିପୂରଣ ଦେବେ । iv. ନିଟ୍ ପ୍ରେଜେଣ୍ଟ ଭାଲ୍ୟୁ (NPV) ସର୍ବୋଚ୍ଚ ନ୍ୟାୟାଳୟଙ୍କ ନିର୍ଦ୍ଦେଶ ଅନୁଯାୟୀ ଜମା କରାଯିବ । v. ନିର୍ଦ୍ଦିଷ୍ଟ ଅଞ୍ଚଳ ବାହାରେ କୌଣସି ନିଷ୍କାସିତ ମୃତ୍ତିକା ପକାଯିବ ନାହିଁ । vi. ଜଙ୍ଗଲ ଜମିରେ ଶ୍ରମିକଙ୍କ ପାଇଁ କୌଣସି ଶିବିର ନିର୍ମାଣ କରାଯିବ ନାହିଁ । vii. ପ୍ରକଳ୍ପ ଅଞ୍ଚଳରେ ଜଳ ଓ ମୃତ୍ତିକା ସଂରକ୍ଷଣ କାର୍ଯ୍ୟ କରାଯିବ । viii. ବ୍ୟବହାରକାରୀ ସଂସ୍ଥା ଜଙ୍ଗଲ ବିଭାଗର ସହଯୋଗରେ ବନ୍ୟପ୍ରାଣୀ ସୁରକ୍ଷା ପଦକ୍ଷେପ ଗ୍ରହଣ କରିବେ । ix. ପରିବେଶ, ଜଙ୍ଗଲ ଓ ଜଳବାୟୁ ପରିବର୍ତ୍ତନ ମନ୍ତ୍ରାଳୟଙ୍କ ପୂର୍ବ ଅନୁମୋଦନ ବିନା ଜମିର ପ୍ରକୃତି ପରିବର୍ତ୍ତନ ହେବ ନାହିଁ । x. ପ୍ରସ୍ତାବିତ ଜଙ୍ଗଲ ଜମି ବ୍ୟବହାରକାରୀ ସଂସ୍ଥା ନାମରେ ହସ୍ତାନ୍ତର ହେବ ନାହିଁ । xi. ବ୍ୟବହାରକାରୀ ସଂସ୍ଥା ସମସ୍ତ ଅନୁପାଳନ ରିପୋର୍ଟ ନିୟମିତ ଭାବେ ଦାଖଲ କରିବେ ।	[478, 18, 708, 133]
office-address: A/3, ଚନ୍ଦ୍ରଶେଖରପୁର, ଭୁବନେଶ୍ୱର	[653, 501, 769, 510]
notification-title: ନିର୍ଦ୍ଦେଶନାମା	[219, 90, 259, 100]
file-number: File No:5-OR8436/2020-BHU	[367, 906, 466, 914]
land-details-table	[478, 1136, 944, 1203]
memo-7-body: ଏହାର ଏକକିତା ନକଲ ସମସ୍ତ ପରିଶିଷ୍ଟ ସହିତ ପ୍ରଧାନ ମୁଖ୍ୟ ବନସଂରକ୍ଷକ (ଜଙ୍ଗଲ ସଂରକ୍ଷଣ ଅଧିନିୟମ), ନୋଡାଲ ଅଫିସର, ଓଡ଼ିଶା, ଭୁବନେଶ୍ୱରଙ୍କୁ ଅବଗତି ଓ ଆବଶ୍ୟକ କାର୍ଯ୍ୟାନୁଷ୍ଠାନ ନିମନ୍ତେ ପ୍ରେରଣ କରାଗଲା ।	[240, 686, 472, 712]
goi-body: ମହାଶୟ, ମୋତେ ରାଜ୍ୟ ସରକାରଙ୍କ ଉପରୋକ୍ତ ବିଷୟରେ ପ୍ରସ୍ତାବ ପତ୍ର ସଂଖ୍ୟା 10F (Cons)156/2020-16305/F&E, ତା.୧୦.୦୯.୨୦୨୦ ସହିତ ପ୍ରେରିତ ହୋଇଥିବା ପ୍ରସ୍ତାବ ଜଙ୍ଗଲ (ସଂରକ୍ଷଣ) ଅଧିନିୟମ, ୧୯୮୦ ର ଧାରା-୨ ଅନୁଯାୟୀ ପରିବେଶ, ଜଙ୍ଗଲ ଓ ଜଳବାୟୁ ପରିବର୍ତ୍ତନ ମନ୍ତ୍ରାଳୟ, ଭାରତ ସରକାରଙ୍କ ଅନୁମୋଦନ ନିମନ୍ତେ ପ୍ରେରଣ କରିବାର ନିର୍ଦ୍ଦେଶ ମିଳିଛି । ୨. ରାଜ୍ୟ ସରକାରଙ୍କ ପ୍ରସ୍ତାବ ପରୀକ୍ଷା କରାଯାଇ ଉକ୍ତ ପ୍ରସ୍ତାବକୁ ପ୍ରଥମ ପର୍ଯ୍ୟାୟ (Stage-I) ଅନୁମୋଦନ ପ୍ରଦାନ କରାଯାଉଛି । ୩. ରାଜ୍ୟ ସରକାରଙ୍କ ଦ୍ୱାରା ଜଙ୍ଗଲ ଜମି ହସ୍ତାନ୍ତର ପୂର୍ବରୁ ଉପଭୋକ୍ତା ସଂସ୍ଥା ନିମ୍ନଲିଖିତ ସର୍ତ୍ତାବଳୀ ପାଳନ କରିବେ:	[6, 1015, 236, 1086]
signatory-4: ନିର୍ଦ୍ଦେଶକ-ପରିବେଶ ଏବଂ ସ୍ୱତନ୍ତ୍ର ଶାସନ ସଚିବ	[56, 755, 184, 764]
ministry-name: ପରିବେଶ, ଜଙ୍ଗଲ ଓ ଜଳବାୟୁ ପରିବର୍ତ୍ତନ ମନ୍ତ୍ରାଳୟ	[618, 477, 804, 487]
